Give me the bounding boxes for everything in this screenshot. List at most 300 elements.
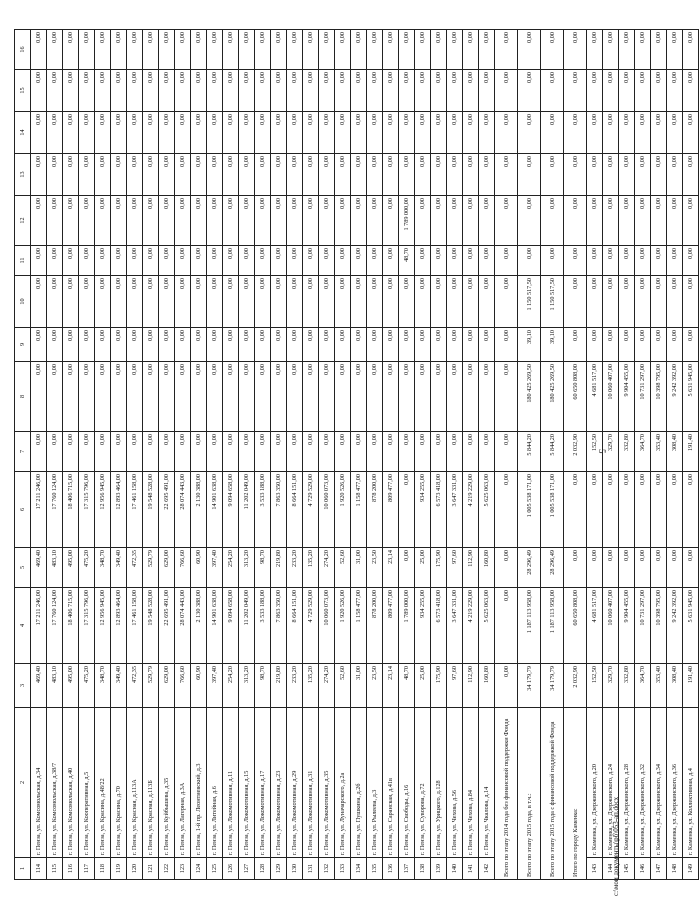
table-cell: г. Каменка, ул. Дзержинского, д.28 bbox=[619, 708, 635, 858]
table-cell: 0,00 bbox=[399, 70, 415, 112]
table-cell: 0,00 bbox=[287, 154, 303, 196]
table-cell: 0,00 bbox=[255, 276, 271, 328]
table-cell: 34 179,79 bbox=[518, 664, 541, 708]
table-cell: 0,00 bbox=[683, 154, 699, 196]
table-cell: 0,00 bbox=[271, 328, 287, 362]
table-cell: 19 548 528,00 bbox=[143, 588, 159, 664]
table-cell: 0,00 bbox=[143, 154, 159, 196]
table-cell: 52,60 bbox=[335, 664, 351, 708]
table-cell: 0,00 bbox=[351, 432, 367, 472]
table-cell: 0,00 bbox=[383, 246, 399, 276]
table-cell: 11 bbox=[15, 246, 31, 276]
table-row bbox=[335, 30, 351, 880]
table-cell: 0,00 bbox=[127, 196, 143, 246]
table-cell: 0,00 bbox=[667, 70, 683, 112]
table-cell: 0,00 bbox=[239, 154, 255, 196]
table-cell: 0,00 bbox=[351, 112, 367, 154]
table-cell: 0,00 bbox=[79, 196, 95, 246]
table-cell: 0,00 bbox=[463, 362, 479, 432]
table-cell: 0,00 bbox=[31, 276, 47, 328]
table-row bbox=[463, 30, 479, 880]
table-cell: 146 bbox=[635, 858, 651, 880]
table-cell: 308,40 bbox=[667, 432, 683, 472]
table-cell: 0,00 bbox=[47, 362, 63, 432]
table-cell: 0,00 bbox=[127, 246, 143, 276]
table-cell: 28 296,49 bbox=[541, 548, 564, 588]
table-cell: 233,20 bbox=[287, 548, 303, 588]
table-cell: 0,00 bbox=[287, 362, 303, 432]
table-cell: 0,00 bbox=[463, 196, 479, 246]
table-cell: 0,00 bbox=[239, 432, 255, 472]
table-row bbox=[479, 30, 495, 880]
table-cell: 0,00 bbox=[479, 112, 495, 154]
table-cell: 1 bbox=[15, 858, 31, 880]
table-cell: 118 bbox=[95, 858, 111, 880]
table-cell: 0,00 bbox=[143, 196, 159, 246]
table-cell: 0,00 bbox=[63, 154, 79, 196]
table-cell: 131 bbox=[303, 858, 319, 880]
table-cell: 0,00 bbox=[367, 328, 383, 362]
table-cell: 0,00 bbox=[447, 432, 463, 472]
table-cell: 135 bbox=[367, 858, 383, 880]
table-cell: 0,00 bbox=[518, 246, 541, 276]
table-cell: 254,20 bbox=[223, 548, 239, 588]
table-cell: 17 461 158,00 bbox=[127, 472, 143, 548]
table-row bbox=[383, 30, 399, 880]
table-cell: 0,00 bbox=[447, 30, 463, 70]
table-cell: 0,00 bbox=[271, 70, 287, 112]
table-cell: 0,00 bbox=[159, 30, 175, 70]
table-cell: 0,00 bbox=[287, 112, 303, 154]
table-cell: г. Пенза, 1-й пр. Леонтиевский, д.3 bbox=[191, 708, 207, 858]
table-cell: 0,00 bbox=[603, 548, 619, 588]
table-cell: 809 477,00 bbox=[383, 472, 399, 548]
table-cell: 0,00 bbox=[367, 154, 383, 196]
table-cell: 0,00 bbox=[79, 276, 95, 328]
table-cell: 10 bbox=[15, 276, 31, 328]
table-cell: 97,60 bbox=[447, 664, 463, 708]
table-cell: 1 158 477,00 bbox=[351, 588, 367, 664]
table-cell: 0,00 bbox=[587, 70, 603, 112]
table-cell: 364,70 bbox=[635, 664, 651, 708]
table-cell: 0,00 bbox=[495, 276, 518, 328]
table-cell: 0,00 bbox=[399, 362, 415, 432]
table-cell: 0,00 bbox=[223, 196, 239, 246]
table-cell: 472,35 bbox=[127, 664, 143, 708]
table-cell: 4 681 517,00 bbox=[587, 588, 603, 664]
table-cell: 4 729 529,00 bbox=[303, 588, 319, 664]
table-row bbox=[667, 30, 683, 880]
table-row bbox=[207, 30, 223, 880]
table-cell: 10 060 073,00 bbox=[319, 588, 335, 664]
table-cell: 52,60 bbox=[335, 548, 351, 588]
table-cell: 3 533 188,00 bbox=[255, 588, 271, 664]
table-cell: 5 844,20 bbox=[541, 432, 564, 472]
table-cell: 0,00 bbox=[619, 70, 635, 112]
table-cell: 0,00 bbox=[351, 328, 367, 362]
table-cell: 0,00 bbox=[95, 276, 111, 328]
table-cell: 0,00 bbox=[667, 246, 683, 276]
table-cell: 0,00 bbox=[63, 328, 79, 362]
table-cell: 0,00 bbox=[399, 472, 415, 548]
table-cell: 23,14 bbox=[383, 664, 399, 708]
table-cell: 0,00 bbox=[319, 154, 335, 196]
table-cell: 0,00 bbox=[223, 30, 239, 70]
table-cell: 0,00 bbox=[175, 70, 191, 112]
table-cell: 0,00 bbox=[651, 154, 667, 196]
table-cell: 120 bbox=[127, 858, 143, 880]
table-cell: 0,00 bbox=[479, 70, 495, 112]
table-cell: 60 650 808,00 bbox=[564, 588, 587, 664]
table-cell: 4 729 529,00 bbox=[303, 472, 319, 548]
table-cell: 0,00 bbox=[335, 276, 351, 328]
table-row bbox=[159, 30, 175, 880]
table-cell: г. Пенза, ул. Чкалова, д.14 bbox=[479, 708, 495, 858]
table-cell: 10 731 297,00 bbox=[635, 362, 651, 432]
table-cell: 0,00 bbox=[239, 196, 255, 246]
table-cell: 1 187 113 958,00 bbox=[541, 588, 564, 664]
table-cell: 0,00 bbox=[111, 362, 127, 432]
table-cell: 0,00 bbox=[667, 112, 683, 154]
table-cell: 0,00 bbox=[63, 70, 79, 112]
table-cell: 0,00 bbox=[287, 70, 303, 112]
table-cell: 0,00 bbox=[619, 276, 635, 328]
table-cell: 0,00 bbox=[495, 664, 518, 708]
table-cell: 0,00 bbox=[255, 246, 271, 276]
table-cell: 0,00 bbox=[463, 70, 479, 112]
table-cell: 0,00 bbox=[495, 472, 518, 548]
table-cell: 0,00 bbox=[564, 472, 587, 548]
table-cell: 0,00 bbox=[564, 112, 587, 154]
table-cell: 17 315 796,00 bbox=[79, 588, 95, 664]
table-cell: 0,00 bbox=[79, 112, 95, 154]
table-cell: 39,10 bbox=[541, 328, 564, 362]
table-cell: 3 647 331,00 bbox=[447, 588, 463, 664]
table-cell: 136 bbox=[383, 858, 399, 880]
table-cell: 349,40 bbox=[111, 664, 127, 708]
table-cell: 0,00 bbox=[619, 30, 635, 70]
table-cell: 5 631 945,00 bbox=[683, 362, 699, 432]
table-cell: г. Пенза, ул. Суворова, д.72 bbox=[415, 708, 431, 858]
table-cell: 0,00 bbox=[255, 196, 271, 246]
table-cell: 313,20 bbox=[239, 548, 255, 588]
table-cell: 0,00 bbox=[239, 112, 255, 154]
table-cell: 0,00 bbox=[255, 328, 271, 362]
table-cell: 0,00 bbox=[207, 432, 223, 472]
table-cell: 0,00 bbox=[463, 246, 479, 276]
table-cell: 0,00 bbox=[635, 548, 651, 588]
table-cell: 121 bbox=[143, 858, 159, 880]
table-cell: 0,00 bbox=[541, 70, 564, 112]
table-cell: г. Пенза, ул. Красная, д.113А bbox=[127, 708, 143, 858]
table-cell: 0,00 bbox=[319, 112, 335, 154]
table-cell: 353,40 bbox=[651, 432, 667, 472]
table-cell: г. Пенза, ул. Куйбышева, д.35 bbox=[159, 708, 175, 858]
table-cell: 0,00 bbox=[31, 70, 47, 112]
table-cell: 0,00 bbox=[367, 276, 383, 328]
table-cell: 7 bbox=[15, 432, 31, 472]
table-cell: 0,00 bbox=[635, 246, 651, 276]
table-cell: 0,00 bbox=[111, 328, 127, 362]
table-cell: 0,00 bbox=[351, 154, 367, 196]
table-cell: 0,00 bbox=[541, 30, 564, 70]
table-cell: 0,00 bbox=[143, 362, 159, 432]
table-cell: 0,00 bbox=[651, 246, 667, 276]
table-cell: 149 bbox=[683, 858, 699, 880]
table-cell: 17 315 796,00 bbox=[79, 472, 95, 548]
table-cell: 0,00 bbox=[667, 328, 683, 362]
table-cell: 0,00 bbox=[335, 154, 351, 196]
table-cell: 0,00 bbox=[127, 30, 143, 70]
table-row bbox=[95, 30, 111, 880]
table-cell: г. Пенза, ул. Литейная, д.6 bbox=[207, 708, 223, 858]
data-table bbox=[14, 29, 699, 880]
table-cell: 12 893 464,00 bbox=[111, 588, 127, 664]
table-cell: 0,00 bbox=[335, 112, 351, 154]
table-cell: 0,00 bbox=[47, 246, 63, 276]
table-cell: 0,00 bbox=[351, 276, 367, 328]
table-cell: 0,00 bbox=[603, 246, 619, 276]
table-cell: 0,00 bbox=[47, 154, 63, 196]
table-cell: 127 bbox=[239, 858, 255, 880]
table-cell: 0,00 bbox=[619, 112, 635, 154]
table-cell: 0,00 bbox=[255, 432, 271, 472]
table-cell: 0,00 bbox=[223, 112, 239, 154]
table-cell: 0,00 bbox=[239, 70, 255, 112]
table-cell: 0,00 bbox=[63, 432, 79, 472]
table-cell: 0,00 bbox=[495, 362, 518, 432]
table-cell: 0,00 bbox=[619, 472, 635, 548]
table-cell: 0,00 bbox=[31, 362, 47, 432]
table-cell: 8 664 151,00 bbox=[287, 472, 303, 548]
table-cell: 1 789 000,00 bbox=[399, 588, 415, 664]
table-cell: г. Каменка, ул. Дзержинского, д.24 bbox=[603, 708, 619, 858]
table-cell: 0,00 bbox=[415, 112, 431, 154]
table-cell: 0,00 bbox=[415, 70, 431, 112]
table-cell: 0,00 bbox=[127, 276, 143, 328]
table-cell: 274,20 bbox=[319, 664, 335, 708]
table-cell: 114 bbox=[31, 858, 47, 880]
table-cell: 0,00 bbox=[518, 112, 541, 154]
table-cell: г. Каменка, ул. Дзержинского, д.34 bbox=[651, 708, 667, 858]
table-cell: 0,00 bbox=[651, 276, 667, 328]
table-cell: 0,00 bbox=[399, 548, 415, 588]
table-cell: 0,00 bbox=[95, 362, 111, 432]
table-cell: 9 904 455,00 bbox=[619, 588, 635, 664]
table-cell: 10 060 073,00 bbox=[319, 472, 335, 548]
table-cell: 152,50 bbox=[587, 664, 603, 708]
table-cell: г. Пенза, ул. Локомотивная, д.23 bbox=[271, 708, 287, 858]
table-cell: 0,00 bbox=[191, 276, 207, 328]
table-cell: 629,00 bbox=[159, 548, 175, 588]
table-cell: 0,00 bbox=[191, 362, 207, 432]
table-cell: 98,70 bbox=[255, 548, 271, 588]
table-cell: г. Пенза, ул. Пушкина, д.2б bbox=[351, 708, 367, 858]
table-row bbox=[651, 30, 667, 880]
table-cell: 0,00 bbox=[127, 328, 143, 362]
table-cell: 0,00 bbox=[143, 70, 159, 112]
table-cell: 0,00 bbox=[495, 154, 518, 196]
table-cell: 0,00 bbox=[431, 112, 447, 154]
table-cell: 0,00 bbox=[564, 276, 587, 328]
table-cell: г. Пенза, ул. Локомотивная, д.35 bbox=[319, 708, 335, 858]
table-cell: 14 901 638,00 bbox=[207, 588, 223, 664]
table-row bbox=[415, 30, 431, 880]
table-cell: 2 032,90 bbox=[564, 432, 587, 472]
table-cell: г. Пенза, ул. Чехова, д.56 bbox=[447, 708, 463, 858]
table-cell: 0,00 bbox=[603, 276, 619, 328]
table-cell: 0,00 bbox=[587, 154, 603, 196]
table-cell: 14 bbox=[15, 112, 31, 154]
table-cell: 0,00 bbox=[335, 432, 351, 472]
table-cell: 148 bbox=[667, 858, 683, 880]
table-cell: 0,00 bbox=[143, 30, 159, 70]
table-cell: 0,00 bbox=[667, 472, 683, 548]
table-cell: 0,00 bbox=[303, 328, 319, 362]
table-cell: г. Пенза, ул. Кооперативная, д.5 bbox=[79, 708, 95, 858]
table-cell: 0,00 bbox=[255, 154, 271, 196]
table-cell: 0,00 bbox=[683, 70, 699, 112]
table-cell: 134 bbox=[351, 858, 367, 880]
table-cell: 8 664 151,00 bbox=[287, 588, 303, 664]
table-cell: 122 bbox=[159, 858, 175, 880]
table-cell: 0,00 bbox=[335, 196, 351, 246]
table-cell: 0,00 bbox=[587, 328, 603, 362]
table-cell: 34 179,79 bbox=[541, 664, 564, 708]
table-cell: 0,00 bbox=[683, 328, 699, 362]
table-cell: 0,00 bbox=[159, 70, 175, 112]
table-row bbox=[319, 30, 335, 880]
table-cell: 0,00 bbox=[335, 246, 351, 276]
table-cell: 0,00 bbox=[635, 112, 651, 154]
table-cell: 0,00 bbox=[541, 246, 564, 276]
table-cell: 0,00 bbox=[143, 328, 159, 362]
table-cell: 7 863 350,00 bbox=[271, 588, 287, 664]
table-cell: 0,00 bbox=[175, 154, 191, 196]
table-cell: 60,90 bbox=[191, 548, 207, 588]
table-cell: 160,80 bbox=[479, 548, 495, 588]
table-cell: 0,00 bbox=[367, 432, 383, 472]
table-cell: 0,00 bbox=[415, 362, 431, 432]
table-cell: 0,00 bbox=[367, 196, 383, 246]
table-cell: г. Пенза, ул. Луначарского, д.2а bbox=[335, 708, 351, 858]
table-cell: 0,00 bbox=[463, 328, 479, 362]
table-cell: 495,00 bbox=[63, 664, 79, 708]
table-cell: 6 573 418,00 bbox=[431, 472, 447, 548]
table-cell: 8 bbox=[15, 362, 31, 432]
table-cell: 0,00 bbox=[564, 548, 587, 588]
table-cell: 348,70 bbox=[95, 548, 111, 588]
table-cell: 0,00 bbox=[383, 276, 399, 328]
table-cell: 116 bbox=[63, 858, 79, 880]
table-row bbox=[399, 30, 415, 880]
table-cell: 135,20 bbox=[303, 548, 319, 588]
table-cell: 0,00 bbox=[47, 276, 63, 328]
table-cell: 0,00 bbox=[31, 432, 47, 472]
table-cell: 0,00 bbox=[587, 548, 603, 588]
table-cell: г. Пенза, ул. Локомотивная, д.31 bbox=[303, 708, 319, 858]
table-cell: 332,80 bbox=[619, 432, 635, 472]
table-cell: 0,00 bbox=[415, 328, 431, 362]
table-cell: 12 956 945,00 bbox=[95, 588, 111, 664]
table-cell: 0,00 bbox=[159, 276, 175, 328]
table-cell: 137 bbox=[399, 858, 415, 880]
table-cell: 878 200,00 bbox=[367, 588, 383, 664]
table-cell: 469,40 bbox=[31, 664, 47, 708]
table-cell: 349,40 bbox=[111, 548, 127, 588]
table-cell: 129 bbox=[271, 858, 287, 880]
table-cell: 0,00 bbox=[319, 30, 335, 70]
table-cell: 0,00 bbox=[367, 112, 383, 154]
table-cell: 25,00 bbox=[415, 664, 431, 708]
table-cell: 0,00 bbox=[31, 246, 47, 276]
table-cell: 140 bbox=[447, 858, 463, 880]
table-cell: 0,00 bbox=[447, 196, 463, 246]
table-cell: 0,00 bbox=[518, 154, 541, 196]
table-cell: 934 255,00 bbox=[415, 472, 431, 548]
table-cell: 0,00 bbox=[619, 196, 635, 246]
table-cell: 0,00 bbox=[495, 70, 518, 112]
table-cell: г. Каменка, ул. Дзержинского, д.20 bbox=[587, 708, 603, 858]
table-row bbox=[31, 30, 47, 880]
table-cell: 14 901 638,00 bbox=[207, 472, 223, 548]
table-cell: 0,00 bbox=[431, 196, 447, 246]
table-cell: 0,00 bbox=[635, 196, 651, 246]
table-cell: 5 625 063,00 bbox=[479, 472, 495, 548]
table-cell: 0,00 bbox=[495, 328, 518, 362]
table-cell: 0,00 bbox=[223, 154, 239, 196]
table-cell: г. Каменка, ул. Дзержинского, д.32 bbox=[635, 708, 651, 858]
table-cell: 0,00 bbox=[383, 362, 399, 432]
table-cell: 0,00 bbox=[603, 154, 619, 196]
table-cell: г. Пенза, ул. Чехова, д.84 bbox=[463, 708, 479, 858]
table-cell: 0,00 bbox=[239, 328, 255, 362]
table-cell: 0,00 bbox=[383, 196, 399, 246]
table-cell: 364,70 bbox=[635, 432, 651, 472]
table-cell: 0,00 bbox=[635, 472, 651, 548]
table-cell: 766,60 bbox=[175, 664, 191, 708]
table-cell: 0,00 bbox=[79, 432, 95, 472]
table-cell: 0,00 bbox=[603, 70, 619, 112]
table-cell: 0,00 bbox=[175, 112, 191, 154]
table-cell: 28 296,49 bbox=[518, 548, 541, 588]
table-cell: 1 920 526,00 bbox=[335, 472, 351, 548]
table-cell: 353,40 bbox=[651, 664, 667, 708]
table-cell: 0,00 bbox=[479, 246, 495, 276]
table-cell: 12 bbox=[15, 196, 31, 246]
table-cell: 0,00 bbox=[518, 30, 541, 70]
table-cell: 28 074 443,00 bbox=[175, 588, 191, 664]
table-cell: г. Каменка, ул. Дзержинского, д.36 bbox=[667, 708, 683, 858]
table-cell: 0,00 bbox=[207, 70, 223, 112]
table-cell: 254,20 bbox=[223, 664, 239, 708]
table-cell: 10 731 297,00 bbox=[635, 588, 651, 664]
table-cell: 0,00 bbox=[351, 70, 367, 112]
table-cell: 233,20 bbox=[287, 664, 303, 708]
table-cell: 0,00 bbox=[447, 154, 463, 196]
table-cell: 0,00 bbox=[31, 154, 47, 196]
table-cell: 0,00 bbox=[191, 70, 207, 112]
table-cell: 1 150 517,50 bbox=[518, 276, 541, 328]
table-cell: 0,00 bbox=[63, 362, 79, 432]
table-cell: 0,00 bbox=[47, 112, 63, 154]
table-cell: 0,00 bbox=[303, 30, 319, 70]
table-cell: 0,00 bbox=[95, 196, 111, 246]
table-cell: 4 219 229,00 bbox=[463, 472, 479, 548]
table-cell: 0,00 bbox=[351, 30, 367, 70]
table-cell: 128 bbox=[255, 858, 271, 880]
table-cell: 144 bbox=[603, 858, 619, 880]
